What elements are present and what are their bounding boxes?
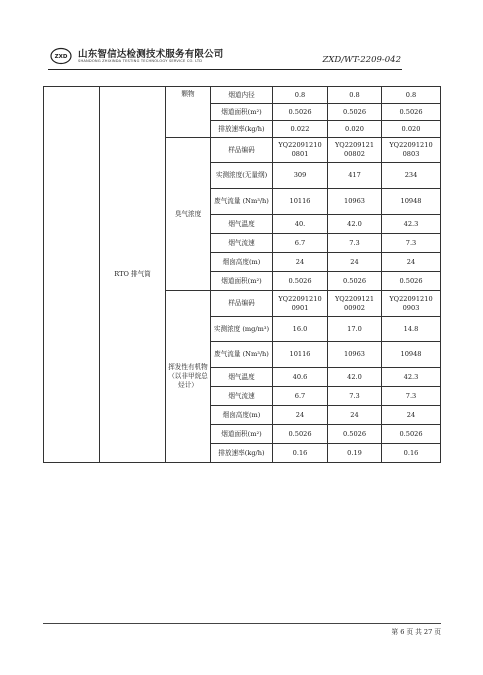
row-label: 废气流量 (Nm³/h) xyxy=(211,189,273,215)
value-cell: 0.5026 xyxy=(273,104,328,121)
value-cell: YQ22091210 0803 xyxy=(382,138,441,163)
value-cell: 0.16 xyxy=(273,444,328,463)
row-label: 烟囱高度(m) xyxy=(211,406,273,425)
row-label: 烟道面积(m²) xyxy=(211,104,273,121)
category-cell: 颗物 xyxy=(166,87,211,138)
row-label: 样品编码 xyxy=(211,291,273,317)
value-cell: 7.3 xyxy=(328,387,382,406)
emission-table xyxy=(43,86,441,463)
row-label: 排放速率(kg/h) xyxy=(211,444,273,463)
value-cell: 0.19 xyxy=(328,444,382,463)
value-cell: 0.5026 xyxy=(382,104,441,121)
category-cell: 臭气浓度 xyxy=(166,138,211,291)
value-cell: 234 xyxy=(382,163,441,189)
row-label: 烟气流速 xyxy=(211,387,273,406)
value-cell: 0.5026 xyxy=(382,272,441,291)
value-cell: 0.8 xyxy=(382,87,441,104)
value-cell: 0.8 xyxy=(328,87,382,104)
document-number: ZXD/WT-2209-042 xyxy=(322,55,401,65)
row-label: 烟道面积(m²) xyxy=(211,425,273,444)
value-cell: 24 xyxy=(382,406,441,425)
value-cell: 7.3 xyxy=(382,234,441,253)
table-row xyxy=(44,87,441,104)
value-cell: 42.3 xyxy=(382,368,441,387)
value-cell: 10948 xyxy=(382,189,441,215)
value-cell: 24 xyxy=(273,406,328,425)
value-cell: 24 xyxy=(328,253,382,272)
value-cell: YQ2209121 00802 xyxy=(328,138,382,163)
value-cell: 42.0 xyxy=(328,368,382,387)
value-cell: 17.0 xyxy=(328,317,382,342)
value-cell: 6.7 xyxy=(273,387,328,406)
value-cell: YQ22091210 0903 xyxy=(382,291,441,317)
value-cell: 24 xyxy=(328,406,382,425)
row-label: 样品编码 xyxy=(211,138,273,163)
value-cell: 40.6 xyxy=(273,368,328,387)
value-cell: 42.3 xyxy=(382,215,441,234)
row-label: 实测浓度(无量纲) xyxy=(211,163,273,189)
footer-divider xyxy=(43,623,441,624)
value-cell: 7.3 xyxy=(328,234,382,253)
value-cell: 0.5026 xyxy=(382,425,441,444)
value-cell: 16.0 xyxy=(273,317,328,342)
row-label: 烟囱高度(m) xyxy=(211,253,273,272)
header-divider xyxy=(48,69,402,70)
row-label: 烟气温度 xyxy=(211,215,273,234)
value-cell: 0.16 xyxy=(382,444,441,463)
value-cell: 10963 xyxy=(328,342,382,368)
value-cell: 0.5026 xyxy=(273,425,328,444)
company-name-cn: 山东智信达检测技术服务有限公司 xyxy=(78,49,224,60)
value-cell: 14.8 xyxy=(382,317,441,342)
source-cell: RTO 排气筒 xyxy=(100,87,166,463)
blank-cell xyxy=(44,87,100,463)
logo-text: ZXD xyxy=(54,54,68,61)
value-cell: 0.020 xyxy=(328,121,382,138)
value-cell: 10948 xyxy=(382,342,441,368)
value-cell: 0.5026 xyxy=(328,272,382,291)
row-label: 烟气流速 xyxy=(211,234,273,253)
value-cell: 10116 xyxy=(273,189,328,215)
value-cell: 0.022 xyxy=(273,121,328,138)
value-cell: 24 xyxy=(382,253,441,272)
value-cell: 10116 xyxy=(273,342,328,368)
value-cell: 0.5026 xyxy=(328,104,382,121)
row-label: 烟道内径 xyxy=(211,87,273,104)
row-label: 烟气温度 xyxy=(211,368,273,387)
row-label: 烟道面积(m²) xyxy=(211,272,273,291)
row-label: 废气流量 (Nm³/h) xyxy=(211,342,273,368)
value-cell: 42.0 xyxy=(328,215,382,234)
company-name-en: SHANDONG ZHIXINDA TESTING TECHNOLOGY SERVICE CO. LTD xyxy=(78,59,203,63)
row-label: 排放速率(kg/h) xyxy=(211,121,273,138)
value-cell: 417 xyxy=(328,163,382,189)
value-cell: 40. xyxy=(273,215,328,234)
value-cell: YQ22091210 0901 xyxy=(273,291,328,317)
value-cell: YQ2209121 00902 xyxy=(328,291,382,317)
value-cell: 7.3 xyxy=(382,387,441,406)
value-cell: 0.5026 xyxy=(328,425,382,444)
value-cell: 10963 xyxy=(328,189,382,215)
category-cell: 挥发性有机物（以非甲烷总烃计） xyxy=(166,291,211,463)
value-cell: 0.020 xyxy=(382,121,441,138)
company-logo xyxy=(50,47,72,65)
row-label: 实测浓度 (mg/m³) xyxy=(211,317,273,342)
value-cell: 6.7 xyxy=(273,234,328,253)
value-cell: 0.8 xyxy=(273,87,328,104)
value-cell: YQ22091210 0801 xyxy=(273,138,328,163)
value-cell: 309 xyxy=(273,163,328,189)
page-number: 第 6 页 共 27 页 xyxy=(391,628,441,636)
value-cell: 0.5026 xyxy=(273,272,328,291)
value-cell: 24 xyxy=(273,253,328,272)
